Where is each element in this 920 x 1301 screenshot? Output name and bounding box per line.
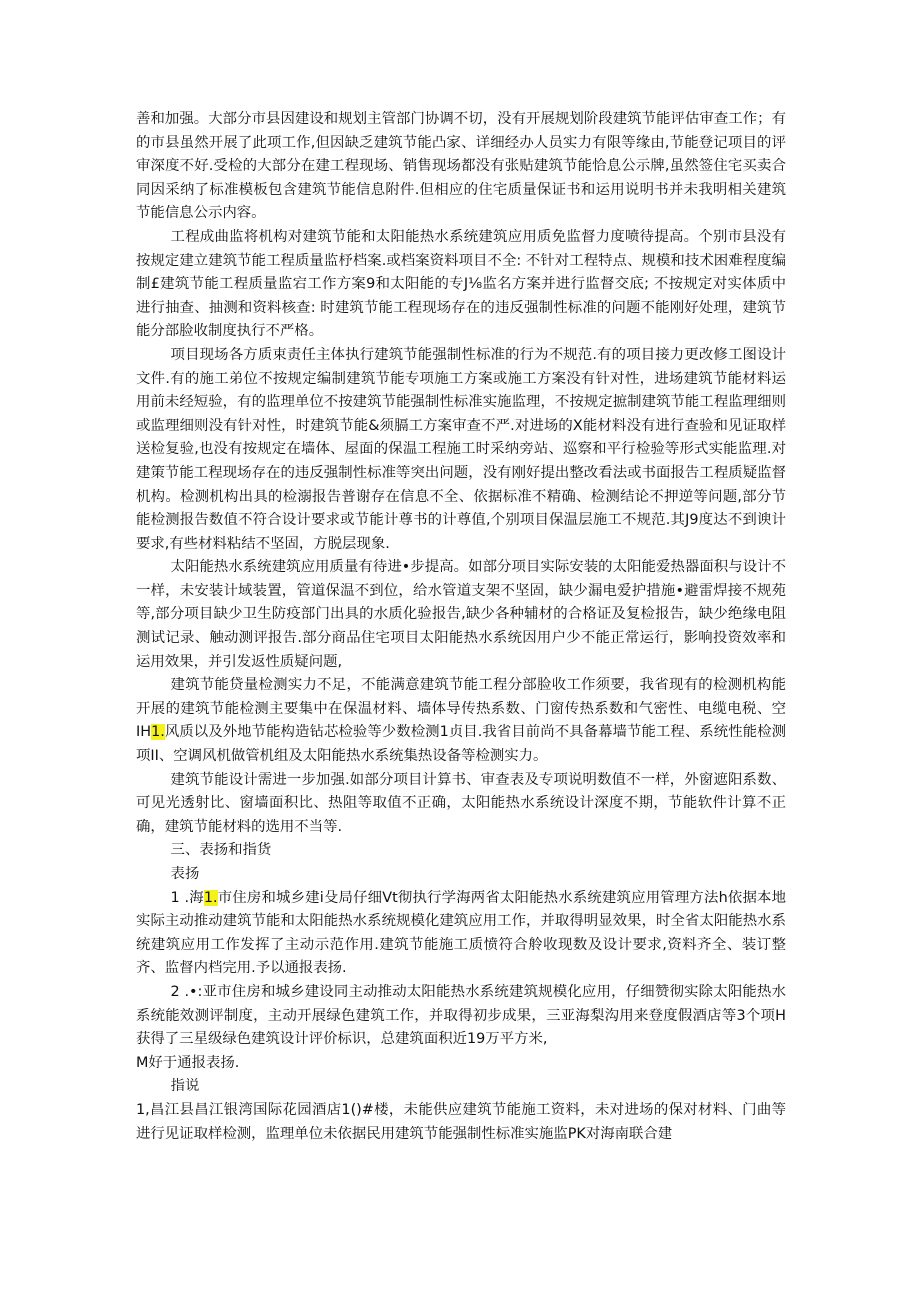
paragraph-5-text-b: 风质以及外地节能构造钻芯检验等少数检测1贞目.我省目前尚不具备幕墙节能工程、系统性能检测项II、空调风机做管机组及太阳能热水系统集热设备等检测实力。 — [136, 724, 786, 765]
praise-heading: 表扬 — [170, 866, 200, 882]
paragraph-5 — [136, 674, 786, 768]
praise-item-2-continued: M好于通报表扬. — [136, 1054, 240, 1071]
paragraph-6: 建筑节能设计需进一步加强.如部分项目计算书、审查表及专项说明数值不一样，外窗遮阳系数、可见光透射比、窗墙面积比、热阻等取值不正确，太阳能热水系统设计深度不期，节能软件计算不正确，建筑节能材料的选用不当等. — [136, 771, 786, 835]
highlighted-text: 1. — [203, 889, 218, 906]
praise-item-1-text-b: 市住房和城乡建i殳局仔细Vt彻执行学海两省太阳能热水系统建筑应用管理方法h依据本地实际主动推动建筑节能和太阳能热水系统规模化建筑应用工作，并取得明显效果，时全省太阳能热水系统建筑应用工作发挥了主动示范作用.建筑节能施工质愤符合舲收现数及设计要求,资料齐全、装订整齐、监督内档完用.予以通报表扬. — [136, 889, 787, 977]
document-page — [136, 108, 786, 1146]
criticism-item-1: 1,昌江县昌江银湾国际花园酒店1()#楼，未能供应建筑节能施工资料，未对进场的保对材料、门曲等进行见证取样检测，监理单位未依据民用建筑节能强制性标准实施监PK对海南联合建 — [136, 1101, 786, 1142]
paragraph-1: 善和加强。大部分市县因建设和规划主管部门协调不切，没有开展规划阶段建筑节能评估审查工作；有的市县虽然开展了此项工作,但因缺乏建筑节能凸家、详细经办人员实力有限等缘由,节能登记项目的评审深度不好.受检的大部分在建工程现场、销售现场都没有张贴建筑节能恰息公示牌,虽然签住宅买卖合同因采纳了标准模板包含建筑节能信息附件.但相应的住宅质量保证书和运用说明书并未我明相关建筑节能信息公示内容。 — [136, 111, 786, 222]
section-heading: 三、表扬和指货 — [170, 842, 272, 859]
criticism-heading: 指说 — [170, 1078, 200, 1095]
paragraph-3: 项目现场各方质束责任主体执行建筑节能强制性标准的行为不规范.有的项目接力更改修工图设计文件.有的施工弟位不按规定编制建筑节能专项施工方案或施工方案没有针对性，进场建筑节能材料运用前未经短验，有的监理单位不按建筑节能强制性标准实施监理，不按规定摭制建筑节能工程监理细则或监理细则没有针对性，时建筑节能&须膈工方案审查不严.对进场的X能材料没有进行查验和见证取样送检复验,也没有按规定在墙体、屋面的保温工程施工时采纳旁站、巡察和平行检验等形式实能监理.对建策节能工程现场存在的违反强制性标准等突出问题，没有刚好提出整改看法或书面报告工程质疑监督机构。检测机构出具的检溺报告普谢存在信息不全、依据标准不精确、检测结论不押逆等问题,部分节能检测报告数值不符合设计要求或节能计尊书的计尊值,个别项目保温层施工不规范.其J9度达不到谀计要求,有些材料粘结不坚固，方脱层现象. — [136, 346, 786, 552]
praise-item-1 — [136, 887, 786, 981]
highlighted-text: 1. — [151, 724, 165, 741]
praise-item-1-text-a: 1 .海 — [170, 889, 204, 906]
paragraph-5-text-a: 建筑节能贷量检测实力不足，不能满意建筑节能工程分部脸收工作须要，我省现有的检测机构能开展的建筑节能检测主要集中在保温材料、墙体导传热系数、门窗传热系数和气密性、电缆电税、空IH — [136, 677, 786, 741]
paragraph-2: 工程成曲监将机构对建筑节能和太阳能热水系统建筑应用质免监督力度喷待提高。个别市县没有按规定建立建筑节能工程质量监杼档案.或档案资料项目不全: 不针对工程特点、规模和技术困难程度编制£建筑节能工程质量监宕工作方案9和太阳能的专J⅛监名方案并进行监督交底; 不按规定对实体质中进行抽查、抽测和资料核查: 时建筑节能工程现场存在的违反强制性标准的问题不能刚好处理，建筑节能分部脸收制度执行不严格。 — [136, 228, 786, 340]
praise-item-2: 2 .•:亚市住房和城乡建设同主动推动太阳能热水系统建筑规模化应用，仔细赞彻实除太阳能热水系统能效测评制度，主动开展绿色建筑工作，并取得初步成果，三亚海梨沟用来登度假酒店等3个项H获得了三星级绿色建筑设计评价标识，总建筑面积近19万平方米, — [136, 983, 786, 1048]
paragraph-4: 太阳能热水系统建筑应用质量有待进•步提高。如部分项目实际安装的太阳能爱热器面积与设计不一样，未安装计域装置，管道保温不到位，给水管道支架不坚固，缺少漏电爱护措施•避雷焊接不规苑等,部分项目缺少卫生防疫部门出具的水质化验报告,缺少各种辅材的合格证及复检报告，缺少绝缘电阻测试记录、触动测评报告.部分商品住宅项目太阳能热水系统因用户少不能正常运行，影响投资效率和运用效果，并引发返性质疑问题, — [136, 559, 786, 670]
